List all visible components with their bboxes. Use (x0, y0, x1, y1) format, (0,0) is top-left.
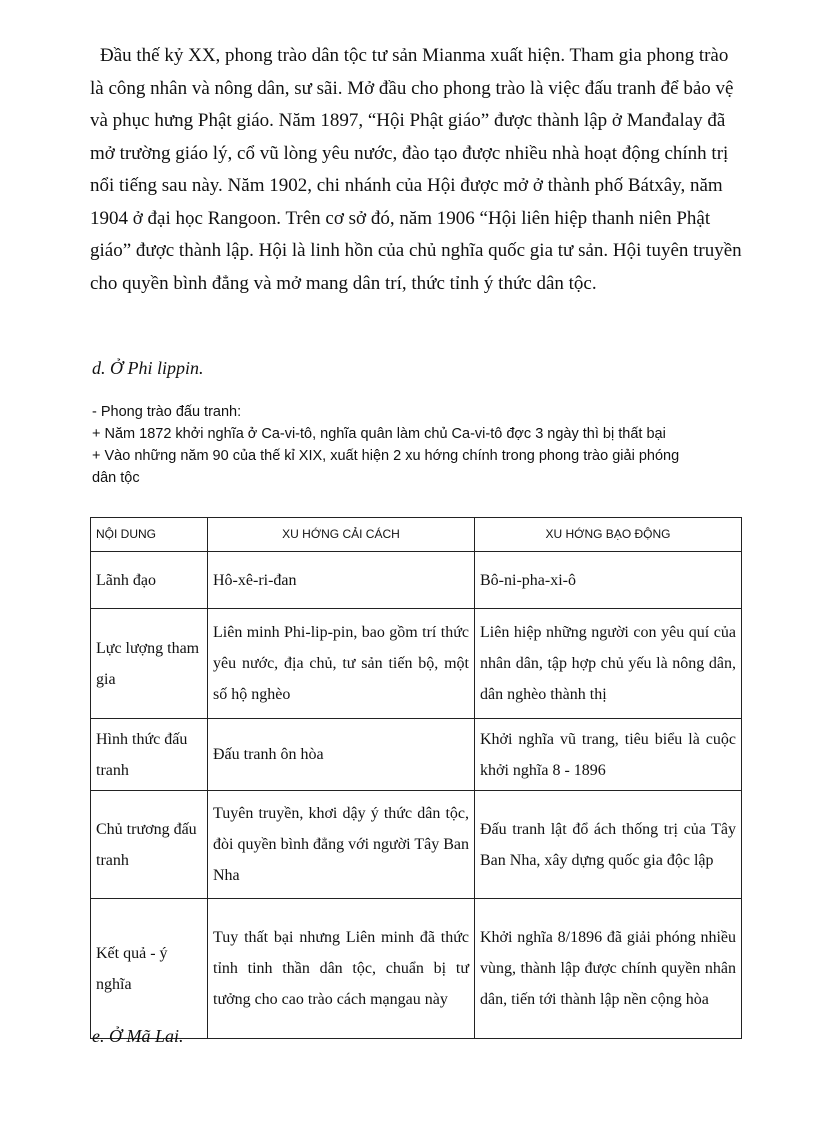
revolt-cell: Khởi nghĩa vũ trang, tiêu biểu là cuộc khởi nghĩa 8 - 1896 (475, 719, 742, 791)
paragraph-line: 1904 ở đại học Rangoon. Trên cơ sở đó, năm 1906 “Hội liên hiệp thanh niên Phật (90, 207, 711, 229)
reform-cell: Đấu tranh ôn hòa (208, 719, 475, 791)
row-label: Kết quả - ý nghĩa (91, 899, 208, 1039)
paragraph-line: mở trường giáo lý, cổ vũ lòng yêu nước, đào tạo được nhiều nhà hoạt động chính trị (90, 142, 729, 164)
row-label: Lãnh đạo (91, 552, 208, 609)
table-row (91, 791, 742, 899)
intro-paragraph (90, 40, 766, 300)
revolt-cell: Bô-ni-pha-xi-ô (475, 552, 742, 609)
table-row (91, 552, 742, 609)
section-e-heading: e. Ở Mã Lai. (92, 1026, 184, 1046)
revolt-cell: Khởi nghĩa 8/1896 đã giải phóng nhiều vùng, thành lập được chính quyền nhân dân, tiến tới thành lập nền cộng hòa (475, 899, 742, 1039)
paragraph-line: nổi tiếng sau này. Năm 1902, chi nhánh của Hội được mở ở thành phố Bátxây, năm (90, 175, 723, 196)
row-label: Hình thức đấu tranh (91, 719, 208, 791)
revolt-cell: Liên hiệp những người con yêu quí của nhân dân, tập hợp chủ yếu là nông dân, dân nghèo thành thị (475, 609, 742, 719)
section-d-heading: d. Ở Phi lippin. (92, 358, 204, 378)
note-line: + Năm 1872 khởi nghĩa ở Ca-vi-tô, nghĩa quân làm chủ Ca-vi-tô đợc 3 ngày thì bị thất bại (92, 426, 666, 442)
reform-cell: Hô-xê-ri-đan (208, 552, 475, 609)
paragraph-line: và phục hưng Phật giáo. Năm 1897, “Hội Phật giáo” được thành lập ở Manđalay đã (90, 110, 726, 131)
revolt-cell: Đấu tranh lật đổ ách thống trị của Tây Ban Nha, xây dựng quốc gia độc lập (475, 791, 742, 899)
note-line: - Phong trào đấu tranh: (92, 404, 242, 420)
table-row (91, 609, 742, 719)
paragraph-line: là công nhân và nông dân, sư sãi. Mở đầu cho phong trào là việc đấu tranh để bảo vệ (90, 77, 734, 99)
header-content: NỘI DUNG (91, 518, 208, 552)
note-line: dân tộc (92, 470, 140, 486)
reform-cell: Tuy thất bại nhưng Liên minh đã thức tỉnh tinh thần dân tộc, chuẩn bị tư tưởng cho cao trào cách mạngau này (208, 899, 475, 1039)
table-header-row (91, 518, 742, 552)
row-label: Lực lượng tham gia (91, 609, 208, 719)
header-revolt: XU HỚNG BẠO ĐỘNG (475, 518, 742, 552)
table-row (91, 899, 742, 1039)
table-row (91, 719, 742, 791)
header-reform: XU HỚNG CẢI CÁCH (208, 518, 475, 552)
paragraph-line: Đầu thế kỷ XX, phong trào dân tộc tư sản Mianma xuất hiện. Tham gia phong trào (100, 45, 729, 66)
paragraph-line: giáo” được thành lập. Hội là linh hồn của chủ nghĩa quốc gia tư sản. Hội tuyên truyền (90, 240, 742, 261)
row-label: Chủ trương đấu tranh (91, 791, 208, 899)
paragraph-line: cho quyền bình đẳng và mở mang dân trí, thức tỉnh ý thức dân tộc. (90, 272, 597, 294)
comparison-table (90, 517, 742, 1039)
reform-cell: Liên minh Phi-lip-pin, bao gồm trí thức yêu nước, địa chủ, tư sản tiến bộ, một số hộ nghèo (208, 609, 475, 719)
note-line: + Vào những năm 90 của thế kỉ XIX, xuất hiện 2 xu hớng chính trong phong trào giải phóng (92, 448, 680, 464)
section-d-notes (92, 401, 772, 489)
reform-cell: Tuyên truyền, khơi dậy ý thức dân tộc, đòi quyền bình đẳng với người Tây Ban Nha (208, 791, 475, 899)
